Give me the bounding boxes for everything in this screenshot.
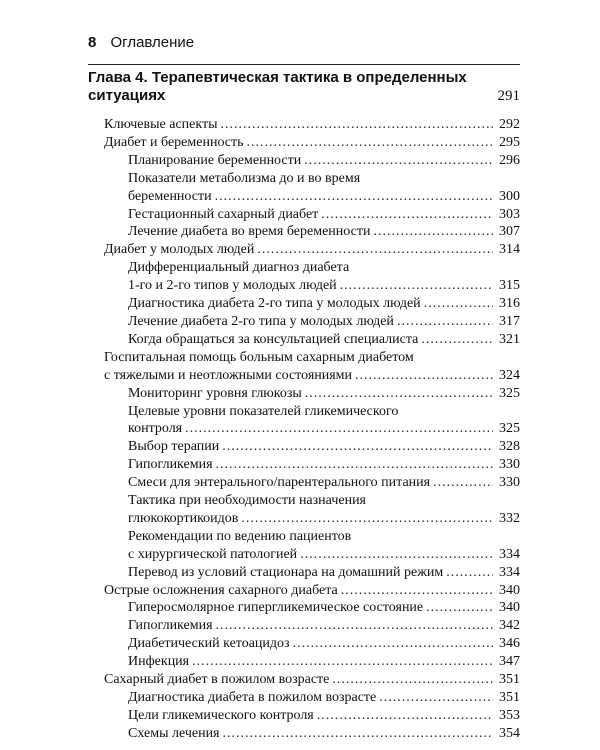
dot-leader bbox=[426, 599, 493, 617]
toc-entry[interactable] bbox=[88, 295, 520, 313]
dot-leader bbox=[321, 206, 493, 224]
header-title: Оглавление bbox=[110, 34, 195, 51]
toc-entry-row bbox=[128, 438, 520, 456]
toc-entry-text: беременности bbox=[128, 188, 212, 204]
toc-entry-text: Лечение диабета 2-го типа у молодых людей bbox=[128, 313, 394, 329]
dot-leader bbox=[305, 385, 493, 403]
toc-entry-row bbox=[128, 707, 520, 725]
toc-entry-text: контроля bbox=[128, 421, 183, 437]
toc-entry-text: Показатели метаболизма до и во время bbox=[128, 170, 361, 186]
toc-page-number: 314 bbox=[499, 242, 520, 258]
toc-entry-text: Сахарный диабет в пожилом возрасте bbox=[104, 672, 330, 688]
toc-page-number: 334 bbox=[499, 546, 520, 562]
toc-page-number: 351 bbox=[499, 672, 520, 688]
chapter-title-line: Глава 4. Терапевтическая тактика в определенных bbox=[88, 69, 467, 86]
toc-page-number: 315 bbox=[499, 278, 520, 294]
toc-page-number: 325 bbox=[499, 421, 520, 437]
toc-entry[interactable] bbox=[88, 241, 520, 259]
toc-entry-row bbox=[128, 385, 520, 403]
dot-leader bbox=[433, 474, 493, 492]
dot-leader bbox=[247, 134, 493, 152]
toc-entry[interactable] bbox=[88, 617, 520, 635]
toc-entry[interactable] bbox=[88, 134, 520, 152]
toc-entry-text: Ключевые аспекты bbox=[104, 117, 218, 132]
toc-entry-text: Госпитальная помощь больным сахарным диабетом bbox=[104, 349, 414, 365]
dot-leader bbox=[300, 546, 493, 564]
header-rule bbox=[88, 64, 520, 65]
toc-entry[interactable] bbox=[88, 653, 520, 671]
dot-leader bbox=[241, 510, 493, 528]
dot-leader bbox=[340, 277, 493, 295]
toc-page-number: 292 bbox=[499, 117, 520, 132]
toc-page-number: 307 bbox=[499, 224, 520, 240]
toc-entry[interactable] bbox=[88, 564, 520, 582]
toc-entry[interactable] bbox=[88, 689, 520, 707]
toc-page-number: 300 bbox=[499, 188, 520, 204]
toc-page-number: 321 bbox=[499, 331, 520, 347]
toc-entry-text: Планирование беременности bbox=[128, 152, 302, 168]
dot-leader bbox=[332, 671, 493, 689]
dot-leader bbox=[373, 223, 493, 241]
toc-entry-text: Диабетический кетоацидоз bbox=[128, 636, 290, 652]
toc-entry-row bbox=[128, 510, 520, 528]
toc-entry-text: Цели гликемического контроля bbox=[128, 707, 314, 723]
chapter-title-line bbox=[88, 87, 520, 105]
toc-entry-text: Рекомендации по ведению пациентов bbox=[128, 528, 352, 544]
toc-entry-text: Гестационный сахарный диабет bbox=[128, 206, 319, 222]
page-number: 8 bbox=[88, 34, 97, 51]
dot-leader bbox=[221, 116, 493, 134]
toc-entry-row bbox=[128, 420, 520, 438]
toc-entry[interactable] bbox=[88, 474, 520, 492]
dot-leader bbox=[222, 438, 493, 456]
chapter-page-number: 291 bbox=[497, 88, 520, 104]
toc-entry[interactable] bbox=[88, 259, 520, 295]
running-header bbox=[88, 34, 194, 51]
dot-leader bbox=[355, 367, 493, 385]
toc-entry-row bbox=[128, 653, 520, 671]
toc-entry-text: глюкокортикоидов bbox=[128, 510, 239, 526]
toc-page-number: 316 bbox=[499, 296, 520, 312]
toc-entry-row bbox=[104, 116, 520, 134]
toc-entry-row bbox=[128, 564, 520, 582]
toc-entry-row bbox=[128, 725, 520, 743]
toc-list bbox=[88, 116, 520, 743]
toc-entry-text: Диагностика диабета 2-го типа у молодых людей bbox=[128, 296, 421, 312]
toc-page-number: 330 bbox=[499, 475, 520, 491]
toc-entry-text: Перевод из условий стационара на домашний режим bbox=[128, 564, 444, 580]
toc-entry-text: с тяжелыми и неотложными состояниями bbox=[104, 367, 353, 383]
toc-entry-row bbox=[128, 617, 520, 635]
toc-entry[interactable] bbox=[88, 313, 520, 331]
toc-entry-row bbox=[104, 241, 520, 259]
toc-entry-text: Диабет и беременность bbox=[104, 134, 244, 150]
toc-entry[interactable] bbox=[88, 349, 520, 385]
toc-entry-text: Острые осложнения сахарного диабета bbox=[104, 582, 338, 598]
toc-page-number: 317 bbox=[499, 313, 520, 329]
chapter-heading bbox=[88, 69, 520, 105]
toc-entry-text: Гиперосмолярное гипергликемическое состояние bbox=[128, 600, 424, 616]
toc-entry-text: Инфекция bbox=[128, 654, 190, 670]
toc-entry[interactable] bbox=[88, 223, 520, 241]
toc-page-number: 347 bbox=[499, 654, 520, 670]
toc-entry-row bbox=[128, 474, 520, 492]
toc-entry[interactable] bbox=[88, 671, 520, 689]
toc-entry-row bbox=[128, 546, 520, 564]
toc-page-number: 346 bbox=[499, 636, 520, 652]
toc-entry-row bbox=[128, 223, 520, 241]
toc-entry-text: Лечение диабета во время беременности bbox=[128, 224, 371, 240]
toc-entry-text: Дифференциальный диагноз диабета bbox=[128, 260, 350, 276]
dot-leader bbox=[379, 689, 493, 707]
toc-page-number: 354 bbox=[499, 725, 520, 741]
toc-entry[interactable] bbox=[88, 456, 520, 474]
toc-page-number: 295 bbox=[499, 134, 520, 150]
toc-entry-row bbox=[128, 456, 520, 474]
toc-page-number: 334 bbox=[499, 564, 520, 580]
toc-entry-text: Когда обращаться за консультацией специалиста bbox=[128, 331, 419, 347]
toc-page-number: 340 bbox=[499, 582, 520, 598]
toc-entry[interactable] bbox=[88, 725, 520, 743]
toc-entry-row bbox=[104, 134, 520, 152]
dot-leader bbox=[192, 653, 493, 671]
dot-leader bbox=[215, 188, 493, 206]
toc-entry[interactable] bbox=[88, 582, 520, 600]
toc-entry[interactable] bbox=[88, 492, 520, 528]
dot-leader bbox=[216, 617, 493, 635]
toc-entry[interactable] bbox=[88, 385, 520, 403]
toc-entry-row bbox=[128, 152, 520, 170]
dot-leader bbox=[397, 313, 493, 331]
toc-entry-row bbox=[128, 188, 520, 206]
toc-page-number: 324 bbox=[499, 367, 520, 383]
toc-entry-row bbox=[128, 313, 520, 331]
dot-leader bbox=[293, 635, 493, 653]
dot-leader bbox=[317, 707, 493, 725]
toc-entry-row bbox=[104, 671, 520, 689]
dot-leader bbox=[304, 152, 493, 170]
toc-entry-row bbox=[128, 295, 520, 313]
dot-leader bbox=[257, 241, 493, 259]
toc-page-number: 332 bbox=[499, 510, 520, 526]
toc-page-number: 353 bbox=[499, 707, 520, 723]
toc-page-number: 342 bbox=[499, 618, 520, 634]
toc-entry-text: Диабет у молодых людей bbox=[104, 242, 255, 258]
toc-entry[interactable] bbox=[88, 403, 520, 439]
toc-entry-row bbox=[128, 599, 520, 617]
toc-entry[interactable] bbox=[88, 599, 520, 617]
toc-entry-text: Тактика при необходимости назначения bbox=[128, 493, 366, 509]
toc-entry-text: Диагностика диабета в пожилом возрасте bbox=[128, 690, 377, 705]
toc-entry-row bbox=[128, 331, 520, 349]
toc-entry[interactable] bbox=[88, 116, 520, 134]
toc-page-number: 325 bbox=[499, 385, 520, 401]
toc-entry-row bbox=[128, 277, 520, 295]
dot-leader bbox=[341, 582, 493, 600]
toc-entry[interactable] bbox=[88, 707, 520, 725]
toc-page-number: 296 bbox=[499, 152, 520, 168]
toc-page-number: 340 bbox=[499, 600, 520, 616]
toc-page-number: 351 bbox=[499, 690, 520, 705]
toc-entry-row bbox=[104, 582, 520, 600]
toc-entry[interactable] bbox=[88, 331, 520, 349]
toc-entry-text: 1-го и 2-го типов у молодых людей bbox=[128, 278, 337, 294]
toc-entry-text: Смеси для энтерального/парентерального питания bbox=[128, 475, 431, 491]
toc-page-number: 303 bbox=[499, 206, 520, 222]
dot-leader bbox=[421, 331, 493, 349]
dot-leader bbox=[185, 420, 493, 438]
toc-entry-text: Гипогликемия bbox=[128, 457, 213, 473]
chapter-title-text: ситуациях bbox=[88, 87, 166, 104]
toc-entry[interactable] bbox=[88, 438, 520, 456]
toc-entry-text: Мониторинг уровня глюкозы bbox=[128, 385, 302, 401]
toc-entry-text: Схемы лечения bbox=[128, 725, 220, 741]
toc-entry[interactable] bbox=[88, 528, 520, 564]
dot-leader bbox=[424, 295, 493, 313]
toc-page-number: 328 bbox=[499, 439, 520, 455]
toc-entry-text: Целевые уровни показателей гликемического bbox=[128, 403, 399, 419]
dot-leader bbox=[223, 725, 494, 743]
toc-entry[interactable] bbox=[88, 635, 520, 653]
toc-entry[interactable] bbox=[88, 206, 520, 224]
toc-entry-text: Гипогликемия bbox=[128, 618, 213, 634]
dot-leader bbox=[446, 564, 493, 582]
toc-entry-row bbox=[128, 206, 520, 224]
dot-leader bbox=[216, 456, 493, 474]
toc-entry-text: с хирургической патологией bbox=[128, 546, 298, 562]
toc-entry-row bbox=[104, 367, 520, 385]
toc-entry[interactable] bbox=[88, 152, 520, 170]
toc-page-number: 330 bbox=[499, 457, 520, 473]
toc-entry[interactable] bbox=[88, 170, 520, 206]
toc-entry-row bbox=[128, 635, 520, 653]
toc-entry-text: Выбор терапии bbox=[128, 439, 220, 455]
toc-entry-row bbox=[128, 689, 520, 707]
